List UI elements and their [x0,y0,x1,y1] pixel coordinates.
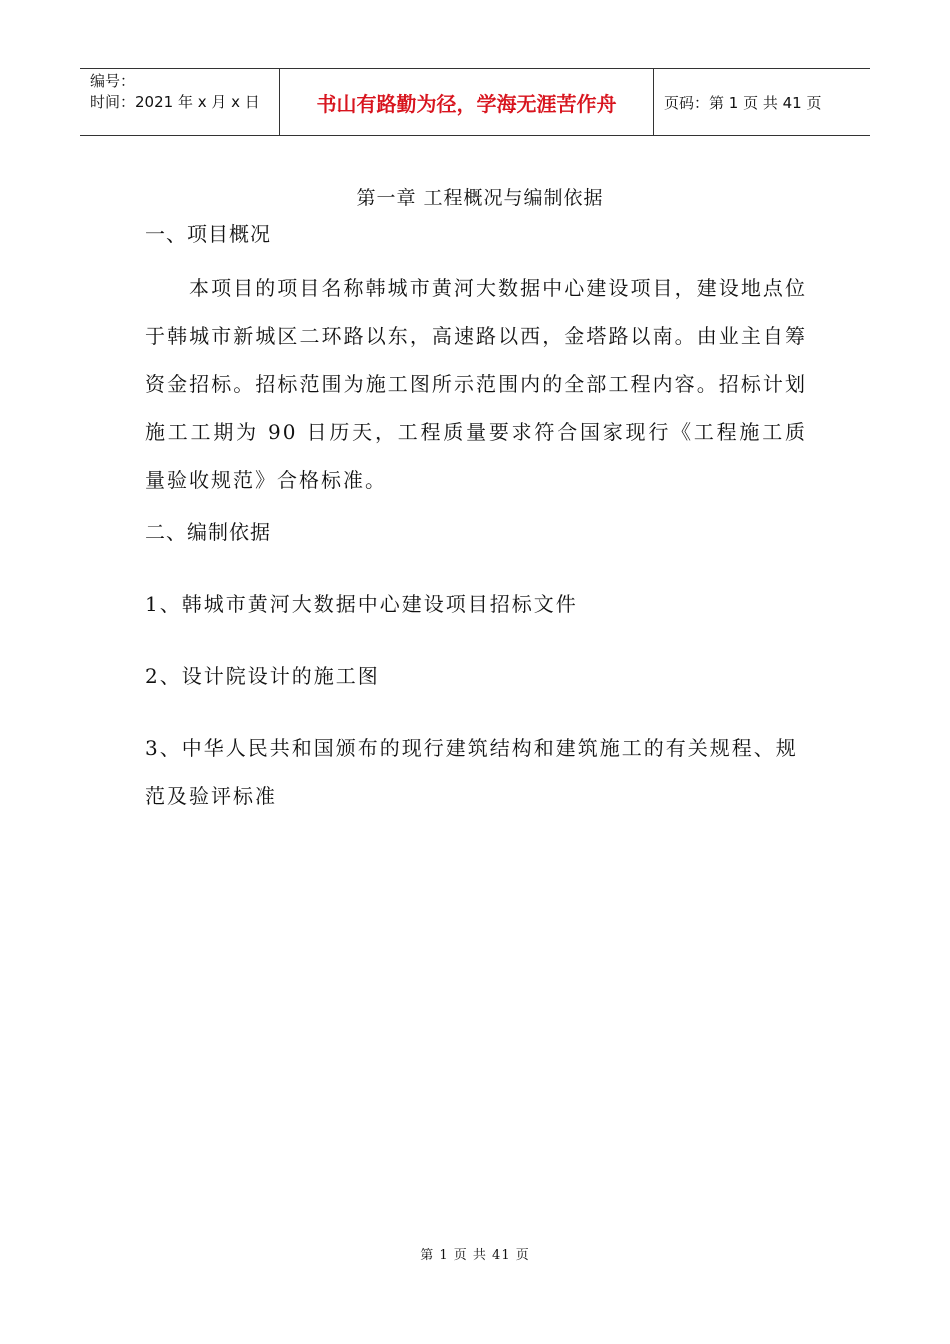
header-time-label: 时间：2021 年 x 月 x 日 [90,93,260,111]
document-header [80,68,870,136]
header-meta [80,69,280,135]
header-number-label: 编号： [90,72,136,90]
basis-item: 3、中华人民共和国颁布的现行建筑结构和建筑施工的有关规程、规范及验评标准 [145,736,798,808]
header-page-code: 页码：第 1 页 共 41 页 [664,93,822,112]
chapter-title: 第一章 工程概况与编制依据 [356,187,604,209]
header-motto: 书山有路勤为径，学海无涯苦作舟 [280,69,654,135]
overview-paragraph: 本项目的项目名称韩城市黄河大数据中心建设项目，建设地点位于韩城市新城区二环路以东，高速路以西，金塔路以南。由业主自筹资金招标。招标范围为施工图所示范围内的全部工程内容。招标计划施工工期为 90 日历天，工程质量要求符合国家现行《工程施工质量验收规范》合格标准。 [145,276,807,492]
section-heading-overview: 一、项目概况 [145,222,271,246]
basis-item: 1、韩城市黄河大数据中心建设项目招标文件 [145,592,578,616]
page-footer: 第 1 页 共 41 页 [420,1248,530,1263]
document-body [145,180,807,820]
basis-item: 2、设计院设计的施工图 [145,664,380,688]
section-heading-basis: 二、编制依据 [145,520,271,544]
